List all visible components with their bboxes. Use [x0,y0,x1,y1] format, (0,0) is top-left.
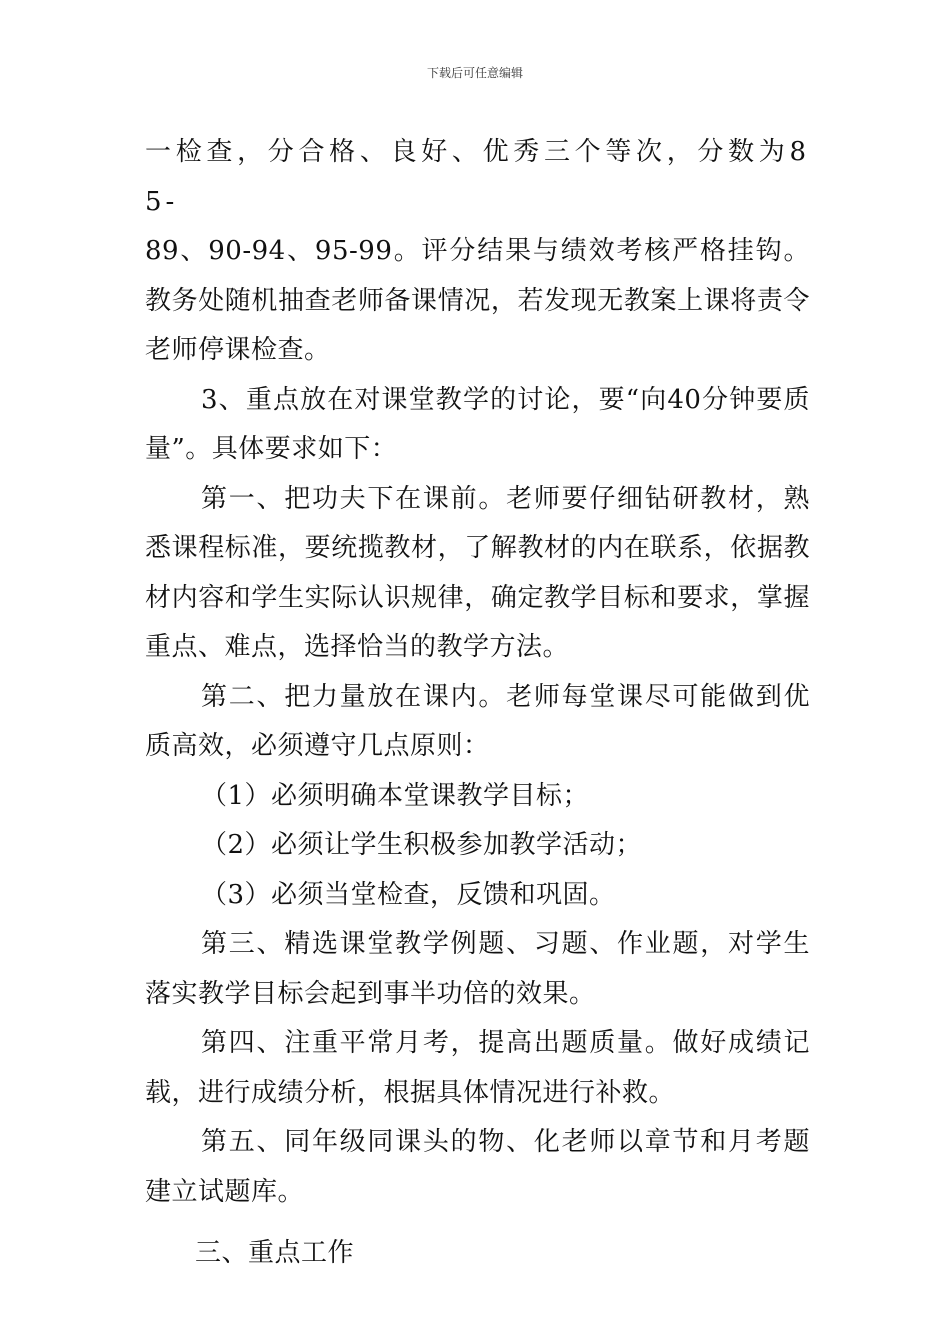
list-item-principle-2: （2）必须让学生积极参加教学活动； [201,830,643,860]
paragraph-grading-results: 89、90-94、95-99。评分结果与绩效考核严格挂钩。教务处随机抽查老师备课情况，若发现无教案上课将责令老师停课检查。 [145,236,810,365]
page-header: 下载后可任意编辑 [426,66,523,80]
list-item-principle-3: （3）必须当堂检查，反馈和巩固。 [201,879,616,910]
paragraph-third-requirement: 第三、精选课堂教学例题、习题、作业题，对学生落实教学目标会起到事半功倍的效果。 [145,929,810,1009]
paragraph-fourth-requirement: 第四、注重平常月考，提高出题质量。做好成绩记载，进行成绩分析，根据具体情况进行补救。 [145,1028,810,1108]
paragraph-first-requirement: 第一、把功夫下在课前。老师要仔细钻研教材，熟悉课程标准，要统揽教材，了解教材的内在联系，依据教材内容和学生实际认识规律，确定教学目标和要求，掌握重点、难点，选择恰当的教学方法。 [145,483,810,662]
paragraph-fifth-requirement: 第五、同年级同课头的物、化老师以章节和月考题建立试题库。 [145,1127,810,1207]
list-item-principle-1: （1）必须明确本堂课教学目标； [201,780,590,811]
paragraph-grading-continuation: 一检查，分合格、良好、优秀三个等次，分数为85- [145,137,810,217]
paragraph-second-requirement: 第二、把力量放在课内。老师每堂课尽可能做到优质高效，必须遵守几点原则： [145,681,810,761]
paragraph-classroom-focus: 3、重点放在对课堂教学的讨论，要“向40分钟要质量”。具体要求如下： [145,384,810,464]
section-heading-key-work: 三、重点工作 [195,1238,355,1268]
document-body [145,128,810,1279]
